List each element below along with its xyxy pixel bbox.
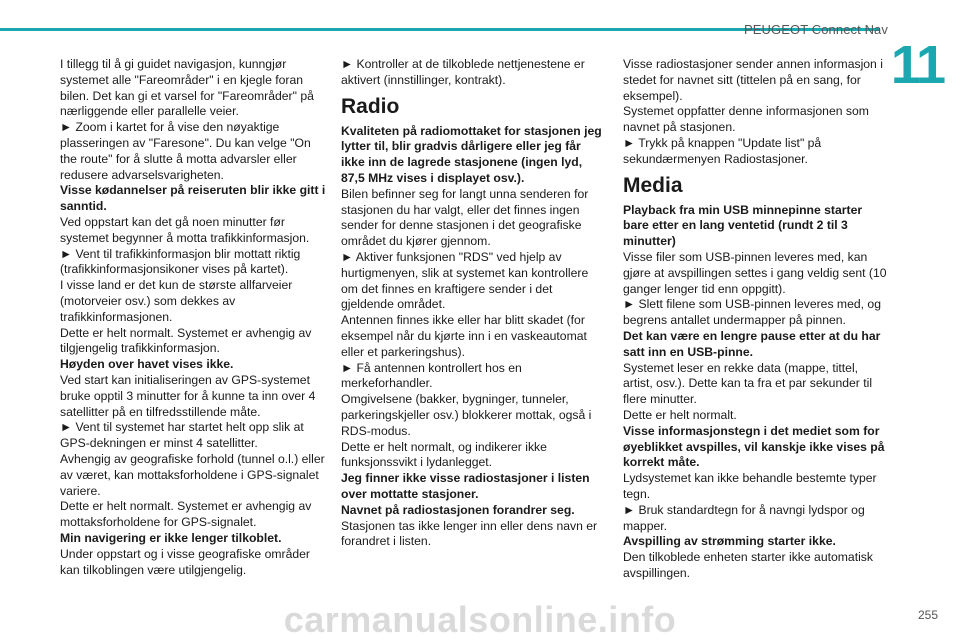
bold-question: Høyden over havet vises ikke. bbox=[60, 357, 234, 372]
paragraph: Systemet leser en rekke data (mappe, tittel, artist, osv.). Dette kan ta fra et par sekunder til flere minutter. bbox=[623, 360, 873, 407]
paragraph: Omgivelsene (bakker, bygninger, tunneler, parkeringskjeller osv.) blokkerer mottak, også i RDS-modus. bbox=[341, 392, 592, 438]
paragraph: Bilen befinner seg for langt unna senderen for stasjonen du har valgt, eller det finnes ingen sender for denne stasjonen i det geografiske området du kjører gjennom. bbox=[341, 186, 589, 249]
section-heading: Radio bbox=[341, 94, 400, 118]
page-number: 255 bbox=[917, 608, 938, 622]
paragraph: Stasjonen tas ikke lenger inn eller dens navn er forandret i listen. bbox=[341, 518, 598, 549]
paragraph: ► Få antennen kontrollert hos en merkeforhandler. bbox=[341, 360, 522, 391]
paragraph: Dette er helt normalt. Systemet er avhengig av tilgjengelig trafikkinformasjon. bbox=[60, 325, 312, 356]
text-column-2 bbox=[341, 57, 607, 550]
paragraph: Under oppstart og i visse geografiske områder kan tilkoblingen være utilgjengelig. bbox=[60, 546, 310, 577]
paragraph: Dette er helt normalt. Systemet er avhengig av mottaksforholdene for GPS-signalet. bbox=[60, 499, 312, 530]
section-heading: Media bbox=[623, 173, 683, 197]
watermark: carmanualsonline.info bbox=[283, 599, 677, 640]
bold-question: Navnet på radiostasjonen forandrer seg. bbox=[341, 502, 575, 517]
paragraph: Dette er helt normalt. bbox=[623, 407, 737, 422]
chapter-number: 11 bbox=[890, 35, 944, 95]
paragraph: Den tilkoblede enheten starter ikke automatisk avspillingen. bbox=[623, 550, 873, 580]
paragraph: I tillegg til å gi guidet navigasjon, kunngjør systemet alle "Fareområder" i en kjegle foran bilen. Det kan gi et varsel for "Fareområder" på nærliggende eller parallelle veier. bbox=[60, 57, 314, 119]
paragraph: ► Vent til trafikkinformasjon blir mottatt riktig (trafikkinformasjonsikoner vises på kartet). bbox=[60, 246, 301, 277]
bold-question: Visse kødannelser på reiseruten blir ikke gitt i sanntid. bbox=[60, 183, 326, 214]
paragraph: Dette er helt normalt, og indikerer ikke funksjonssvikt i lydanlegget. bbox=[341, 439, 547, 470]
bold-question: Jeg finner ikke visse radiostasjoner i listen over mottatte stasjoner. bbox=[341, 471, 590, 501]
paragraph: Antennen finnes ikke eller har blitt skadet (for eksempel når du kjørte inn i en vaskeautomat eller et parkeringshus). bbox=[341, 313, 587, 359]
paragraph: Visse filer som USB-pinnen leveres med, kan gjøre at avspillingen settes i gang veldig sent (10 ganger lenger tid enn oppgitt). bbox=[623, 249, 887, 296]
bold-question: Avspilling av strømming starter ikke. bbox=[623, 534, 836, 549]
paragraph: ► Bruk standardtegn for å navngi lydspor og mapper. bbox=[623, 502, 865, 533]
bold-question: Det kan være en lengre pause etter at du har satt inn en USB-pinne. bbox=[623, 328, 881, 359]
paragraph: ► Vent til systemet har startet helt opp slik at GPS-dekningen er minst 4 satellitter. bbox=[60, 420, 304, 451]
paragraph: ► Aktiver funksjonen "RDS" ved hjelp av hurtigmenyen, slik at systemet kan kontrollere om det finnes en kraftigere sender i det gjeldende området. bbox=[341, 249, 589, 312]
paragraph: ► Slett filene som USB-pinnen leveres med, og begrens antallet undermapper på pinnen. bbox=[623, 297, 881, 328]
paragraph: Ved oppstart kan det gå noen minutter før systemet begynner å motta trafikkinformasjon. bbox=[60, 214, 310, 245]
paragraph: I visse land er det kun de største allfarveier (motorveier osv.) som dekkes av trafikkinformasjonen. bbox=[60, 278, 293, 324]
bold-question: Kvaliteten på radiomottaket for stasjonen jeg lytter til, blir gradvis dårligere eller jeg får ikke inn de lagrede stasjonene (ingen lyd, 87,5 MHz vises i displayet osv.). bbox=[341, 123, 602, 185]
paragraph: Visse radiostasjoner sender annen informasjon i stedet for navnet sitt (tittelen på en sang, for eksempel). bbox=[623, 57, 883, 103]
paragraph: Lydsystemet kan ikke behandle bestemte typer tegn. bbox=[623, 471, 877, 501]
bold-question: Min navigering er ikke lenger tilkoblet. bbox=[60, 530, 282, 545]
text-column-1 bbox=[60, 57, 326, 578]
paragraph: Ved start kan initialiseringen av GPS-systemet bruke opptil 3 minutter for å kunne ta inn over 4 satellitter på en tilfredsstillende måte. bbox=[60, 372, 316, 419]
paragraph: Avhengig av geografiske forhold (tunnel o.l.) eller av været, kan mottaksforholdene i GPS-signalet variere. bbox=[60, 451, 325, 498]
bold-question: Playback fra min USB minnepinne starter bare etter en lang ventetid (rundt 2 til 3 minutter) bbox=[623, 202, 863, 249]
paragraph: ► Zoom i kartet for å vise den nøyaktige plasseringen av "Faresone". Du kan velge "On the route" for å slutte å motta advarsler eller redusere advarselsvarigheten. bbox=[60, 120, 311, 182]
page-header-title: PEUGEOT Connect Nav bbox=[744, 22, 888, 37]
bold-question: Visse informasjonstegn i det mediet som for øyeblikket avspilles, vil kanskje ikke vises på korrekt måte. bbox=[623, 423, 885, 470]
paragraph: Systemet oppfatter denne informasjonen som navnet på stasjonen. bbox=[623, 104, 869, 135]
paragraph: ► Kontroller at de tilkoblede nettjenestene er aktivert (innstillinger, kontrakt). bbox=[341, 57, 585, 87]
text-column-3 bbox=[623, 57, 889, 582]
paragraph: ► Trykk på knappen "Update list" på sekundærmenyen Radiostasjoner. bbox=[623, 135, 822, 166]
